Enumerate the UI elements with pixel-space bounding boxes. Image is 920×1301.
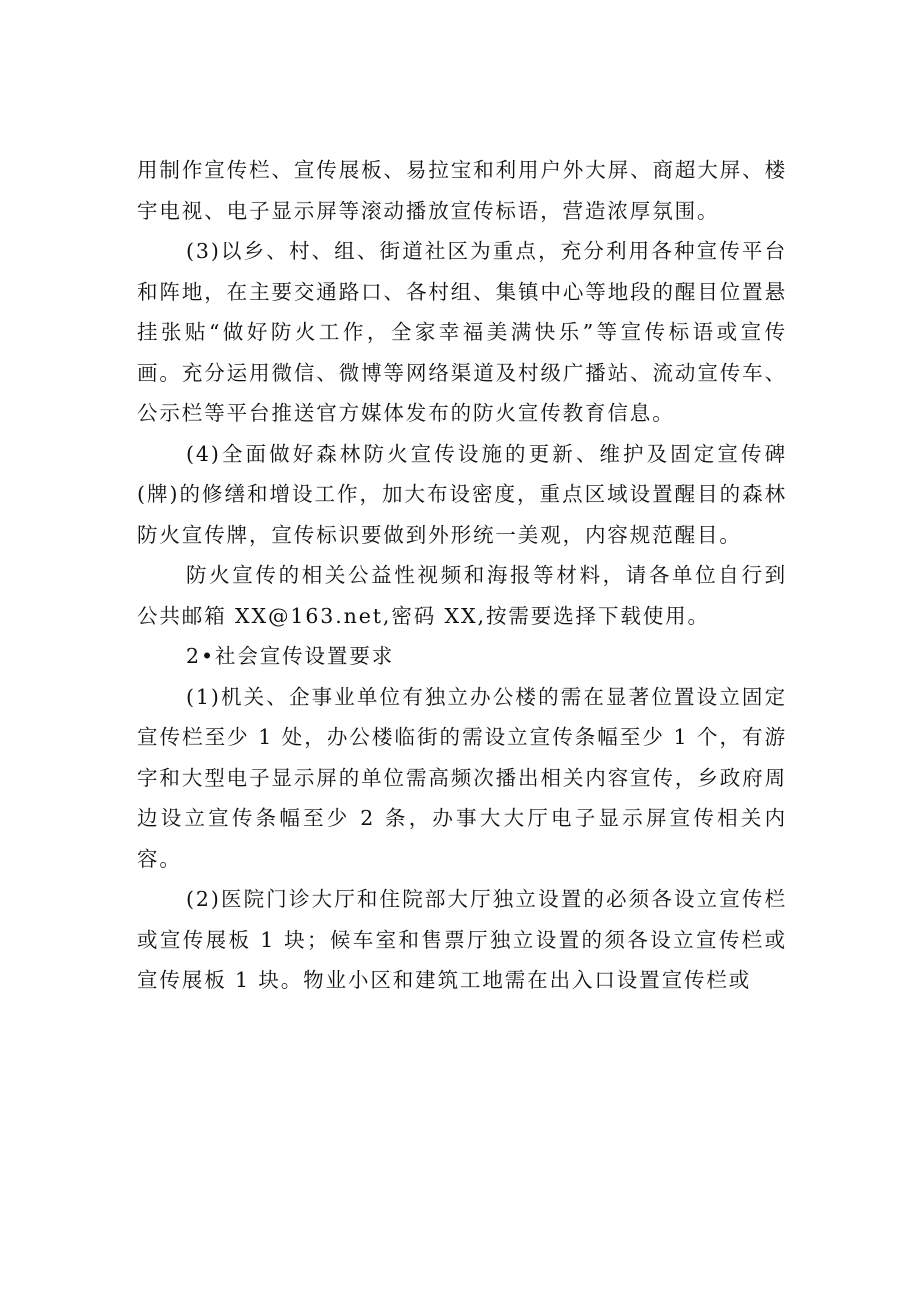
paragraph-continuation: 用制作宣传栏、宣传展板、易拉宝和利用户外大屏、商超大屏、楼宇电视、电子显示屏等滚动播放宣传标语，营造浓厚氛围。 bbox=[137, 158, 787, 223]
paragraph-item-3: (3)以乡、村、组、街道社区为重点，充分利用各种宣传平台和阵地，在主要交通路口、各村组、集镇中心等地段的醒目位置悬挂张贴“做好防火工作，全家幸福美满快乐”等宣传标语或宣传画。充分运用微信、微博等网络渠道及村级广播站、流动宣传车、公示栏等平台推送官方媒体发布的防火宣传教育信息。 bbox=[137, 239, 787, 425]
document-page bbox=[137, 150, 787, 1001]
section-heading: 2•社会宣传设置要求 bbox=[186, 644, 395, 668]
paragraph-item-4: (4)全面做好森林防火宣传设施的更新、维护及固定宣传碑(牌)的修缮和增设工作，加大布设密度，重点区域设置醒目的森林防火宣传牌，宣传标识要做到外形统一美观，内容规范醒目。 bbox=[137, 441, 787, 547]
paragraph-item-2: (2)医院门诊大厅和住院部大厅独立设置的必须各设立宣传栏或宣传展板 1 块；候车室和售票厅独立设置的须各设立宣传栏或宣传展板 1 块。物业小区和建筑工地需在出入口设置宣传栏或 bbox=[137, 887, 787, 992]
paragraph-download-note: 防火宣传的相关公益性视频和海报等材料，请各单位自行到公共邮箱 XX@163.net,密码 XX,按需要选择下载使用。 bbox=[137, 563, 787, 628]
paragraph-item-1: (1)机关、企事业单位有独立办公楼的需在显著位置设立固定宣传栏至少 1 处，办公楼临街的需设立宣传条幅至少 1 个，有游字和大型电子显示屏的单位需高频次播出相关内容宣传，乡政府周边设立宣传条幅至少 2 条，办事大大厅电子显示屏宣传相关内容。 bbox=[137, 684, 787, 871]
